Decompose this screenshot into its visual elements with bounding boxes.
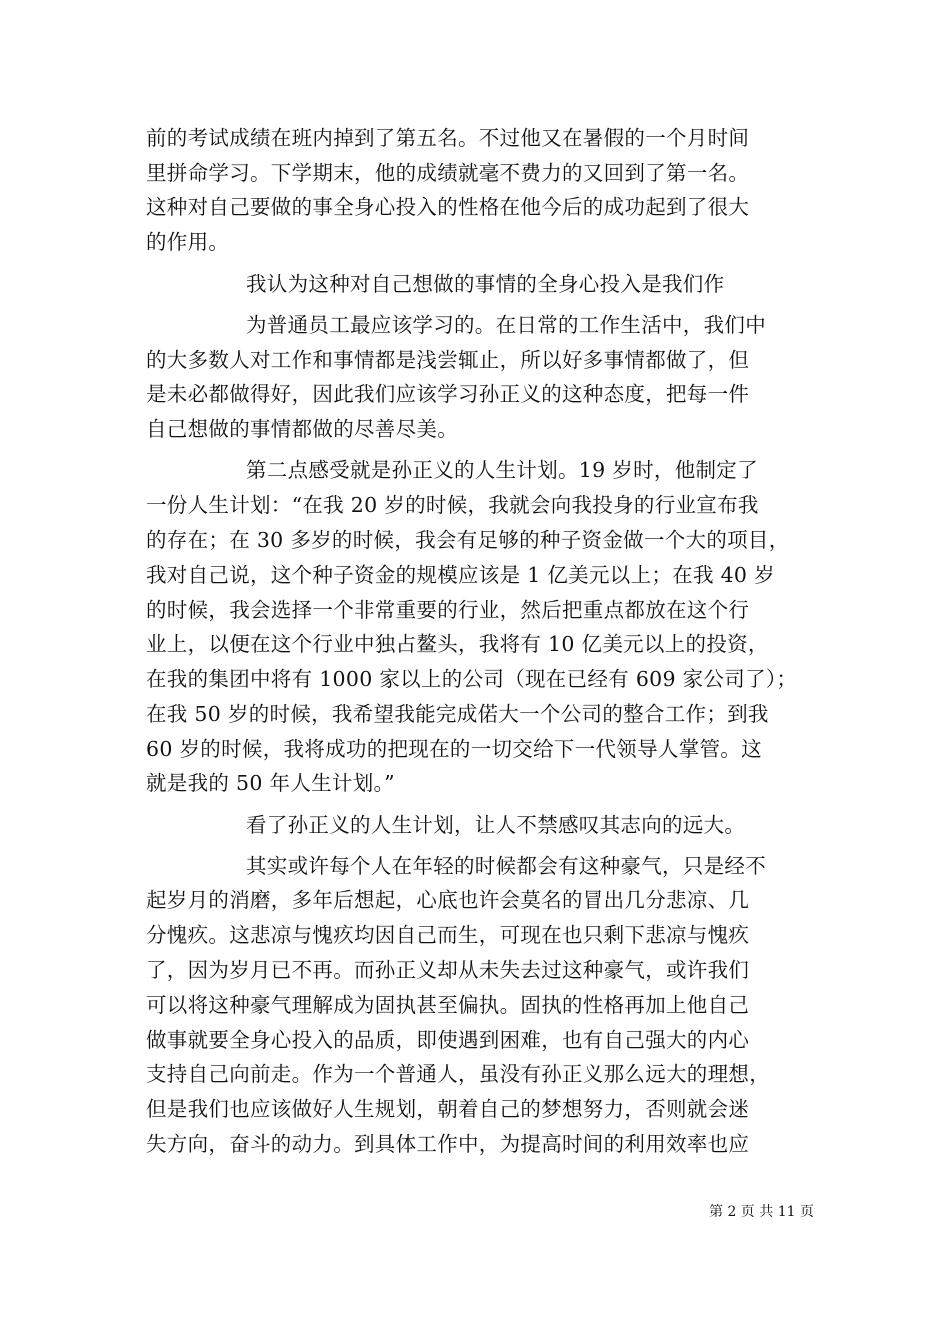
text-line: 失方向，奋斗的动力。到具体工作中，为提高时间的利用效率也应 [146,1132,750,1156]
text-line: 第二点感受就是孙正义的人生计划。19 岁时，他制定了 [246,458,758,482]
text-line: 业上，以便在这个行业中独占鳌头，我将有 10 亿美元以上的投资， [146,632,769,656]
text-line: 在我的集团中将有 1000 家以上的公司（现在已经有 609 家公司了）； [146,667,798,691]
text-line: 的时候，我会选择一个非常重要的行业，然后把重点都放在这个行 [146,598,750,622]
text-line: 里拼命学习。下学期末，他的成绩就毫不费力的又回到了第一名。 [146,161,750,185]
text-line: 的作用。 [146,230,230,254]
text-line: 我认为这种对自己想做的事情的全身心投入是我们作 [246,272,725,296]
text-line: 这种对自己要做的事全身心投入的性格在他今后的成功起到了很大 [146,195,750,219]
text-line: 分愧疚。这悲凉与愧疚均因自己而生，可现在也只剩下悲凉与愧疚 [146,923,750,947]
text-line: 前的考试成绩在班内掉到了第五名。不过他又在暑假的一个月时间 [146,126,750,150]
text-line: 其实或许每个人在年轻的时候都会有这种豪气，只是经不 [246,854,766,878]
text-line: 一份人生计划：“在我 20 岁的时候，我就会向我投身的行业宣布我 [146,493,759,517]
text-line: 为普通员工最应该学习的。在日常的工作生活中，我们中 [246,313,766,337]
text-line: 但是我们也应该做好人生规划，朝着自己的梦想努力，否则就会迷 [146,1097,750,1121]
text-line: 支持自己向前走。作为一个普通人，虽没有孙正义那么远大的理想， [146,1062,770,1086]
text-line: 的存在；在 30 多岁的时候，我会有足够的种子资金做一个大的项目， [146,528,790,552]
text-line: 是未必都做得好，因此我们应该学习孙正义的这种态度，把每一件 [146,382,750,406]
text-line: 就是我的 50 年人生计划。” [146,771,395,795]
text-line: 起岁月的消磨，多年后想起，心底也许会莫名的冒出几分悲凉、几 [146,888,750,912]
text-line: 了，因为岁月已不再。而孙正义却从未失去过这种豪气，或许我们 [146,958,750,982]
text-line: 看了孙正义的人生计划，让人不禁感叹其志向的远大。 [246,813,746,837]
text-line: 我对自己说，这个种子资金的规模应该是 1 亿美元以上；在我 40 岁 [146,563,775,587]
page-number: 第 2 页 共 11 页 [709,1204,814,1220]
text-line: 60 岁的时候，我将成功的把现在的一切交给下一代领导人掌管。这 [146,737,762,761]
text-line: 自己想做的事情都做的尽善尽美。 [146,417,458,441]
text-line: 在我 50 岁的时候，我希望我能完成偌大一个公司的整合工作；到我 [146,702,769,726]
text-line: 可以将这种豪气理解成为固执甚至偏执。固执的性格再加上他自己 [146,993,750,1017]
text-line: 做事就要全身心投入的品质，即使遇到困难，也有自己强大的内心 [146,1028,750,1052]
text-line: 的大多数人对工作和事情都是浅尝辄止，所以好多事情都做了，但 [146,348,750,372]
